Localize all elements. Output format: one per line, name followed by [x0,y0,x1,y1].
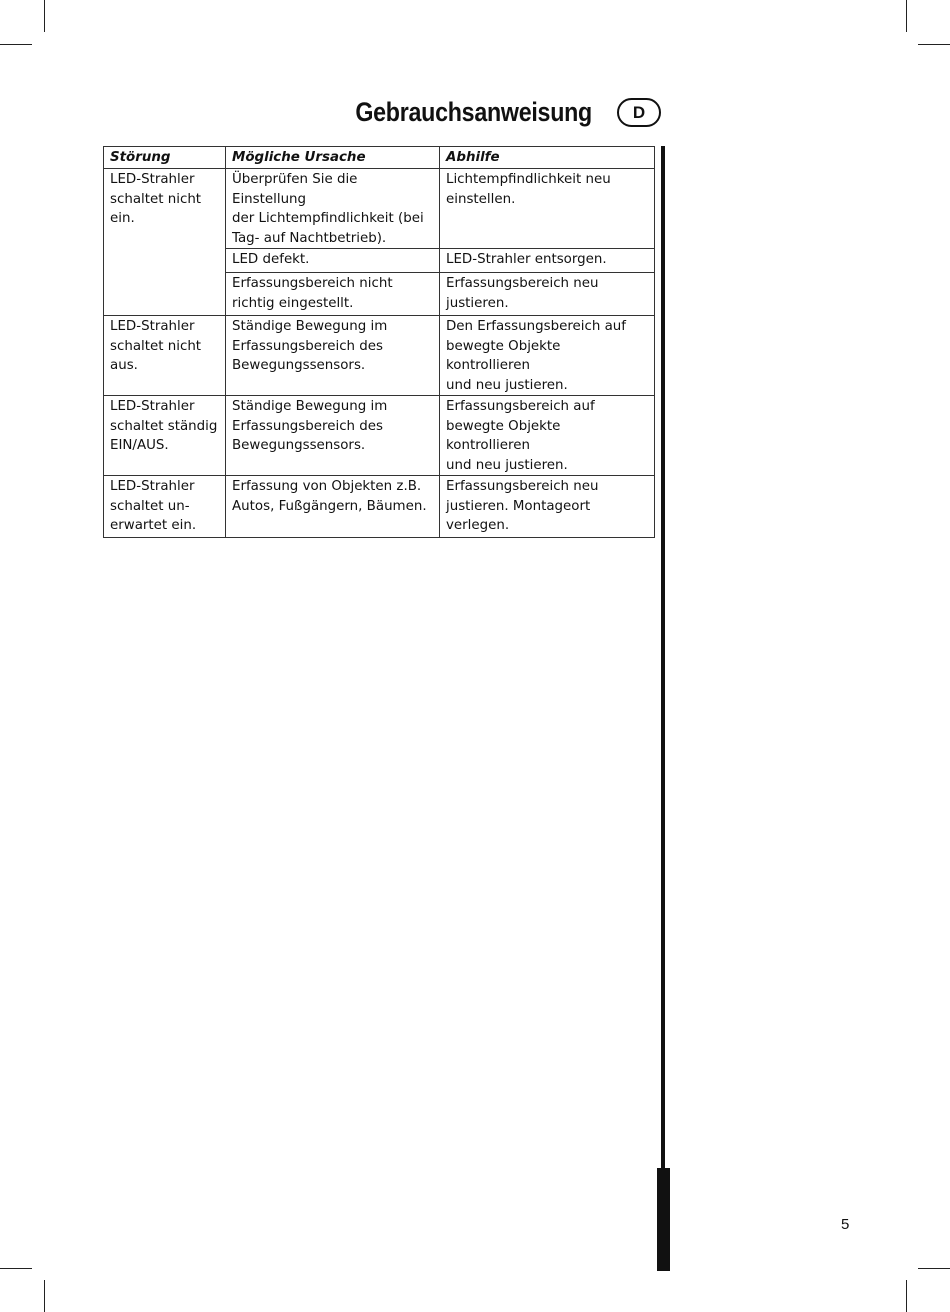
table-row [104,396,655,476]
margin-rule [661,146,665,1271]
abhilfe-cell: Erfassungsbereich auf bewegte Objekte kontrollieren und neu justieren. [440,396,655,476]
abhilfe-cell: LED-Strahler entsorgen. [440,249,655,273]
table-row [104,316,655,396]
abhilfe-cell: Den Erfassungsbereich auf bewegte Objekte kontrollieren und neu justieren. [440,316,655,396]
table-header-row [104,147,655,169]
column-header-abhilfe: Abhilfe [440,147,655,169]
ursache-cell: LED defekt. [226,249,440,273]
table-row [104,476,655,538]
crop-mark [44,0,45,32]
column-header-stoerung: Störung [104,147,226,169]
crop-mark [0,44,32,45]
abhilfe-cell: Lichtempfindlichkeit neu einstellen. [440,169,655,249]
language-badge: D [617,98,661,127]
page-number: 5 [841,1216,850,1233]
crop-mark [906,0,907,32]
ursache-cell: Erfassungsbereich nicht richtig eingestellt. [226,273,440,316]
troubleshooting-table [103,146,655,538]
crop-mark [44,1280,45,1312]
ursache-cell: Ständige Bewegung im Erfassungsbereich des Bewegungssensors. [226,396,440,476]
crop-mark [0,1268,32,1269]
abhilfe-cell: Erfassungsbereich neu justieren. Montageort verlegen. [440,476,655,538]
stoerung-cell: LED-Strahler schaltet ständig EIN/AUS. [104,396,226,476]
stoerung-cell: LED-Strahler schaltet un- erwartet ein. [104,476,226,538]
stoerung-cell: LED-Strahler schaltet nicht ein. [104,169,226,316]
column-header-ursache: Mögliche Ursache [226,147,440,169]
ursache-cell: Überprüfen Sie die Einstellung der Lichtempfindlichkeit (bei Tag- auf Nachtbetrieb). [226,169,440,249]
stoerung-cell: LED-Strahler schaltet nicht aus. [104,316,226,396]
crop-mark [906,1280,907,1312]
page-title: Gebrauchsanweisung [355,97,592,127]
abhilfe-cell: Erfassungsbereich neu justieren. [440,273,655,316]
ursache-cell: Erfassung von Objekten z.B. Autos, Fußgängern, Bäumen. [226,476,440,538]
table-row [104,169,655,249]
crop-mark [918,1268,950,1269]
ursache-cell: Ständige Bewegung im Erfassungsbereich des Bewegungssensors. [226,316,440,396]
margin-tab-marker [657,1168,670,1271]
crop-mark [918,44,950,45]
